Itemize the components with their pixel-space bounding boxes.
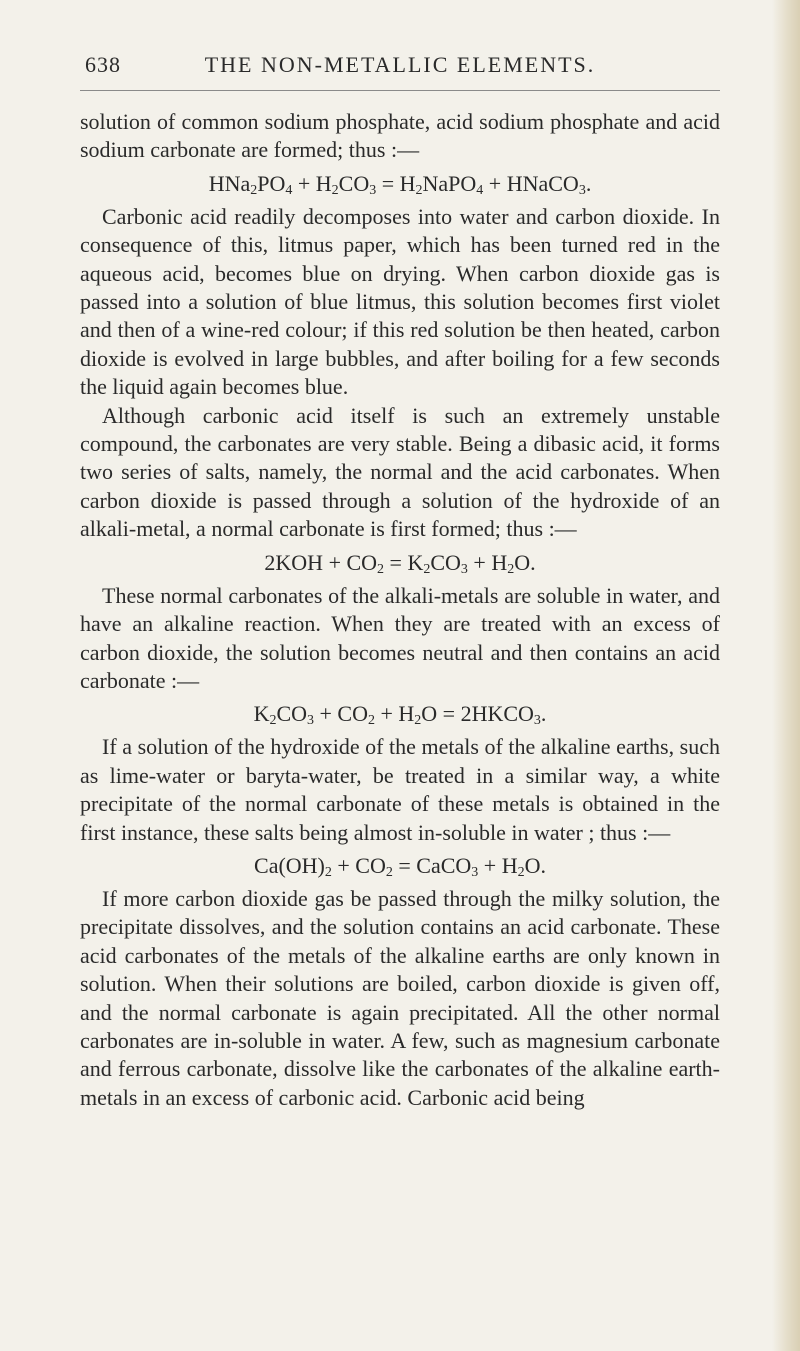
page-edge-shading — [772, 0, 800, 1351]
equation-1: $HNa_2PO_4 + H_2CO_3$ = $H_2NaPO_4$ + HNaCO$_3$. — [208, 170, 592, 198]
paragraph-1: solution of common sodium phosphate, acid sodium phosphate and acid sodium carbonate are formed; thus :— — [80, 109, 720, 163]
paragraph-4: These normal carbonates of the alkali-metals are soluble in water, and have an alkaline reaction. When they are treated with an excess of carbon dioxide, the solution becomes neutral and then contains an acid carbonate :— — [80, 582, 720, 693]
equation-2: $2KOH + CO_2 = K_2CO_3 + H_2O$. — [264, 549, 536, 577]
page-number: 638 — [85, 52, 121, 77]
running-title: THE NON-METALLIC ELEMENTS. — [204, 52, 596, 77]
paragraph-6: If more carbon dioxide gas be passed through the milky solution, the precipitate dissolves, and the solution contains an acid carbonate. These acid carbonates of the metals of the alkaline earths are only known in solution. When their solutions are boiled, carbon dioxide is given off, and the normal carbonate is again precipitated. All the other normal carbonates are in-soluble in water. A few, such as magnesium carbonate and ferrous carbonate, dissolve like the carbonates of the alkaline earth-metals in an excess of carbonic acid. Carbonic acid being — [80, 885, 720, 1110]
equation-4: $Ca(OH)_2 + CO_2$ = CaCO$_3$ + $H_2O$. — [254, 852, 546, 880]
equation-3: $K_2CO_3 + CO_2 + H_2O$ = $2HKCO_3$. — [253, 701, 547, 729]
paragraph-5: If a solution of the hydroxide of the metals of the alkaline earths, such as lime-water or baryta-water, be treated in a similar way, a white precipitate of the normal carbonate of these metals is obtained in the first instance, these salts being almost in-soluble in water ; thus :— — [80, 734, 720, 845]
page-body — [80, 108, 720, 1112]
paragraph-3: Although carbonic acid itself is such an extremely unstable compound, the carbonates are very stable. Being a dibasic acid, it forms two series of salts, namely, the normal and the acid carbonates. When carbon dioxide is passed through a solution of the hydroxide of an alkali-metal, a normal carbonate is first formed; thus :— — [80, 402, 720, 542]
header-rule — [80, 90, 720, 91]
paragraph-2: Carbonic acid readily decomposes into water and carbon dioxide. In consequence of this, litmus paper, which has been turned red in the aqueous acid, becomes blue on drying. When carbon dioxide gas is passed into a solution of blue litmus, this solution becomes first violet and then of a wine-red colour; if this red solution be then heated, carbon dioxide is evolved in large bubbles, and after boiling for a few seconds the liquid again becomes blue. — [80, 203, 720, 400]
page-header — [85, 52, 715, 82]
